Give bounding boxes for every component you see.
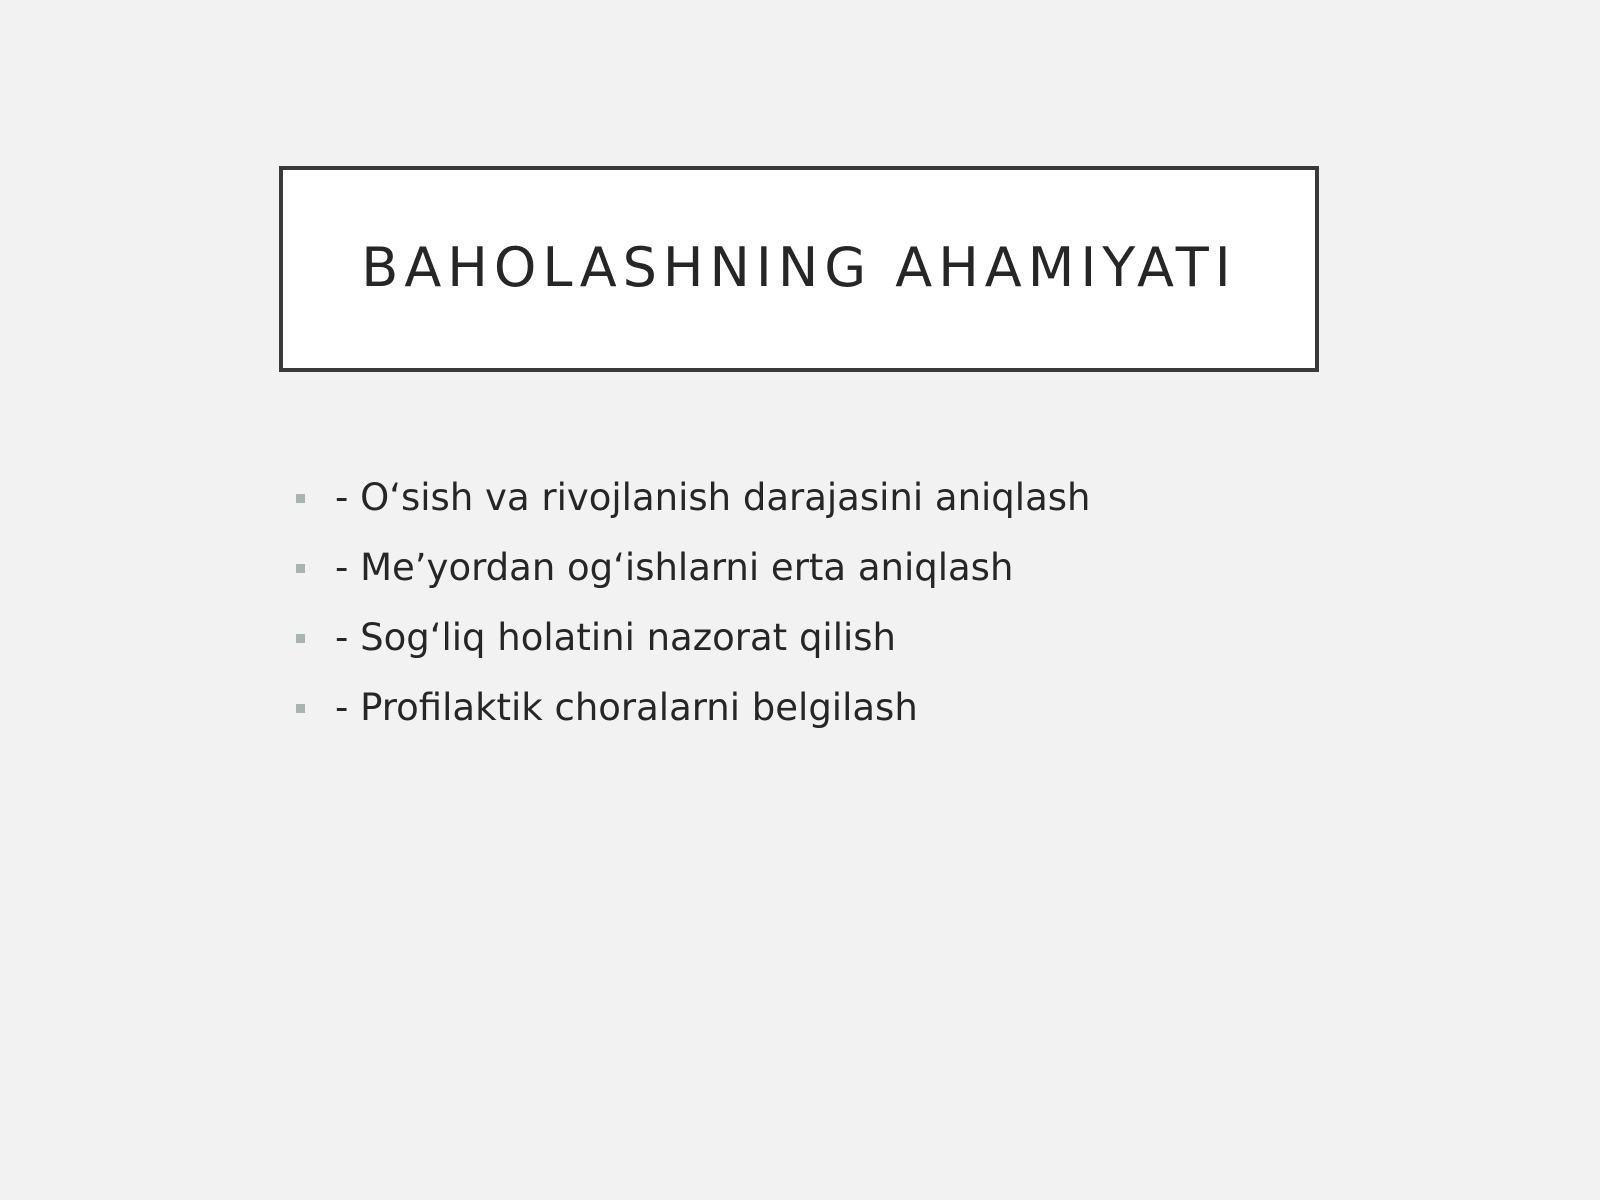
bullet-text: - Profilaktik choralarni belgilash <box>335 685 918 729</box>
bullet-text: - Me’yordan og‘ishlarni erta aniqlash <box>335 545 1014 589</box>
bullet-square-icon <box>296 634 305 643</box>
bullet-square-icon <box>296 704 305 713</box>
list-item <box>296 602 1356 672</box>
bullet-text: - Sog‘liq holatini nazorat qilish <box>335 615 896 659</box>
list-item <box>296 532 1356 602</box>
bullet-square-icon <box>296 494 305 503</box>
bullet-square-icon <box>296 564 305 573</box>
slide-title: BAHOLASHNING AHAMIYATI <box>361 235 1237 299</box>
list-item <box>296 672 1356 742</box>
bullet-text: - O‘sish va rivojlanish darajasini aniqlash <box>335 475 1091 519</box>
bullet-list <box>296 462 1356 742</box>
title-box <box>279 166 1319 372</box>
list-item <box>296 462 1356 532</box>
